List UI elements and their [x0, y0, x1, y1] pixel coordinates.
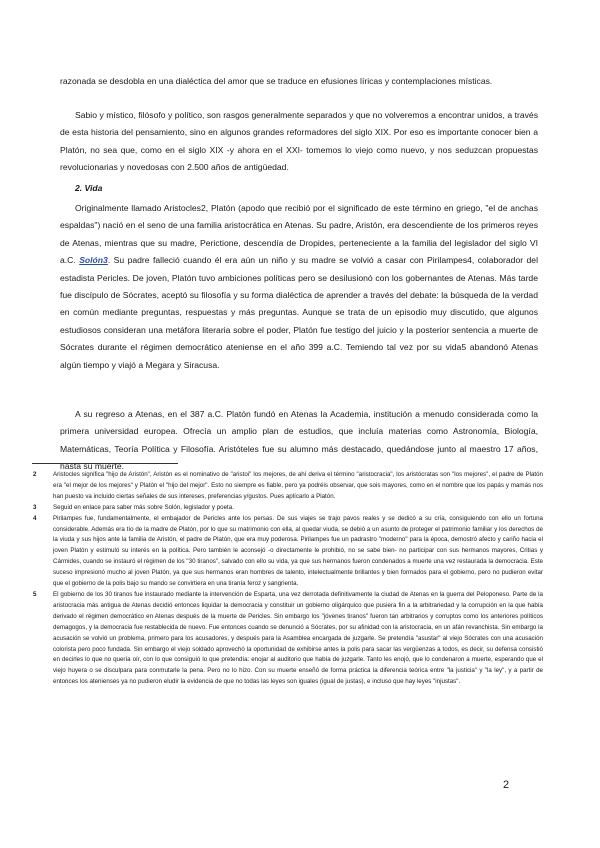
paragraph-text-part: . Su padre falleció cuando él era aún un niño y su madre se volvió a casar con Pirilampes4, colaborador del estadista Pericles. De joven, Platón tuvo ambiciones políticas pero se desilusionó con los gobernantes de Atenas. Más tarde fue discípulo de Sócrates, aceptó su filosofía y su forma dialéctica de aprender a través del debate: la búsqueda de la verdad en común mediante preguntas, respuestas y más preguntas. Aunque se trata de un episodio muy discutido, que algunos estudiosos consideran una metáfora literaria sobre el poder, Platón fue testigo del juicio y la posterior sentencia a muerte de Sócrates durante el régimen democrático ateniense en el año 399 a.C. Temiendo tal vez por su vida5 abandonó Atenas algún tiempo y viajó a Megara y Siracusa.	[60, 255, 538, 370]
paragraph-text: A su regreso a Atenas, en el 387 a.C. Platón fundó en Atenas la Academia, institución a menudo considerada como la primera universidad europea. Ofrecía un amplio plan de estudios, que incluía materias como Astronomía, Biología, Matemáticas, Teoría Política y Filosofía. Aristóteles fue su alumno más destacado, quedándose junto al maestro 17 años, hasta su muerte.	[60, 409, 538, 472]
footnote-number: 5	[33, 590, 37, 598]
footnote-item	[33, 470, 543, 503]
footnote-item	[33, 503, 543, 514]
footnote-number: 4	[33, 514, 37, 522]
footnotes	[33, 470, 543, 688]
footnote-item	[33, 514, 543, 590]
paragraph-text	[60, 200, 538, 374]
paragraph-text: Sabio y místico, filósofo y político, son rasgos generalmente separados y que no volveremos a encontrar unidos, a través de esta historia del pensamiento, sino en algunos grandes reformadores del siglo XIX. Por eso es importante conocer bien a Platón, no sea que, como en el siglo XIX -y ahora en el XXI- tomemos lo viejo como nuevo, y nos seduzcan propuestas revolucionarias y novedosas con 2.500 años de antigüedad.	[60, 110, 538, 173]
footnote-text: El gobierno de los 30 tiranos fue instaurado mediante la intervención de Esparta, una vez derrotada definitivamente la ciudad de Atenas en la guerra del Peloponeso. Parte de la aristocracia más antigua de Atenas decidió entonces liquidar la democracia y constituir un gobierno oligárquico que pusiera fin a la arbitrariedad y la corrupción en la que había derivado el régimen democrático en Atenas después de la muerte de Pericles. Sin embargo los "jóvenes tiranos" fueron tan arbitrarios y corruptos como los anteriores políticos demagogos, y la democracia fue restablecida de nuevo. Fue entonces cuando se denunció a Sócrates, por su afinidad con la aristocracia, en un afán revanchista. Sin embargo la acusación se volvió un problema, primero para los acusadores, y después para la Asamblea encargada de juzgarle. Se pretendía "asustar" al viejo Sócrates con una acusación colorista pero poco fundada. Sin embargo el viejo soldado aprovechó la oportunidad de exhibirse antes la polis para sacar las vergüenzas a todos, es decir, su defensa consistió en decirles lo que no quería oír, con lo que consiguió lo que pretendía: enojar al auditorio que había de juzgarle. Tanto les enojó, que lo condenaron a muerte, esperando que el viejo huyera o se disculpara para conmutarle la pena. Pero no lo hizo. Con su muerte enseñó de forma práctica la diferencia teórica entre "la justicia" y "la ley", y a partir de entonces los atenienses ya no pudieron eludir la evidencia de que no todas las leyes son iguales (igual de justas), e incluso que hay leyes "injustas".	[53, 590, 543, 686]
footnote-separator	[32, 463, 178, 464]
paragraph-intro-end	[60, 73, 538, 90]
footnote-item	[33, 590, 543, 688]
paragraph-academia	[60, 406, 538, 476]
paragraph-text: razonada se desdobla en una dialéctica del amor que se traduce en efusiones líricas y contemplaciones místicas.	[60, 76, 493, 86]
footnote-number: 3	[33, 503, 37, 511]
section-heading-vida: 2. Vida	[75, 183, 103, 193]
footnote-number: 2	[33, 471, 37, 478]
footnote-text: Seguid en enlace para saber más sobre Solón, legislador y poeta.	[53, 503, 234, 511]
footnote-text: Pirilampes fue, fundamentalmente, el embajador de Pericles ante los persas. De sus viajes se trajo pavos reales y se dedicó a su cría, consiguiendo con ello un fortuna considerable. Además era tío de la madre de Platón, por lo que su matrimonio con ella, al quedar viuda, se debió a un asunto de proteger el patrimonio familiar y los derechos de la viuda y sus hijos ante la familia de Aristón, el padre de Platón, que era muy poderosa. Pirilampes fue un padrastro "moderno" para la época, demostró afecto y cariño hacia el joven Platón y estimuló su interés en la política. Pero también le aconsejó -o directamente le prohibió, no se sabe bien- no participar con sus hermanos mayores, Critias y Cármides, cuando se instauró el régimen de los "30 tiranos", salvado con ello su vida, ya que sus hermanos fueron condenados a muerte una vez restaurada la democracia. Este suceso impresionó mucho al joven Platón, ya que sus hermanos eran hombres de talento, intelectualmente brillantes y bien formados para el gobierno, pero no pudieron evitar que el gobierno de la polis bajo su mando se convirtiera en una tiranía feroz y sangrienta.	[53, 514, 543, 588]
paragraph-vida	[60, 200, 538, 374]
paragraph-text-part: Originalmente llamado Aristocles2, Platón (apodo que recibió por el significado de este término en griego, "el de anchas espaldas") nació en el seno de una familia aristocrática en Atenas. Su padre, Aristón, era descendiente de los primeros reyes de Atenas, mientras que su madre, Perictione, descendía de Dropides, perteneciente a la familia del legislador del siglo VI a.C.	[60, 203, 538, 266]
page-number: 2	[503, 779, 510, 791]
solon-link[interactable]: Solón3	[79, 255, 108, 266]
paragraph-sabio-mistico	[60, 107, 538, 177]
footnote-text: Aristocles significa "hijo de Aristón", Aristón es el nominativo de "aristoi" los mejores, de ahí deriva el término "aristocracia", los aristócratas son "los mejores", el padre de Platón era "el mejor de los mejores" y Platón el "hijo del mejor". Esto no siempre es fiable, pero ya podréis observar, que sois mayores, como en el nombre que los papás y mamás nos han puesto va incluido ciertas señales de sus intereses, preferencias y/gustos. Pues aplícarlo a Platón.	[53, 471, 543, 500]
